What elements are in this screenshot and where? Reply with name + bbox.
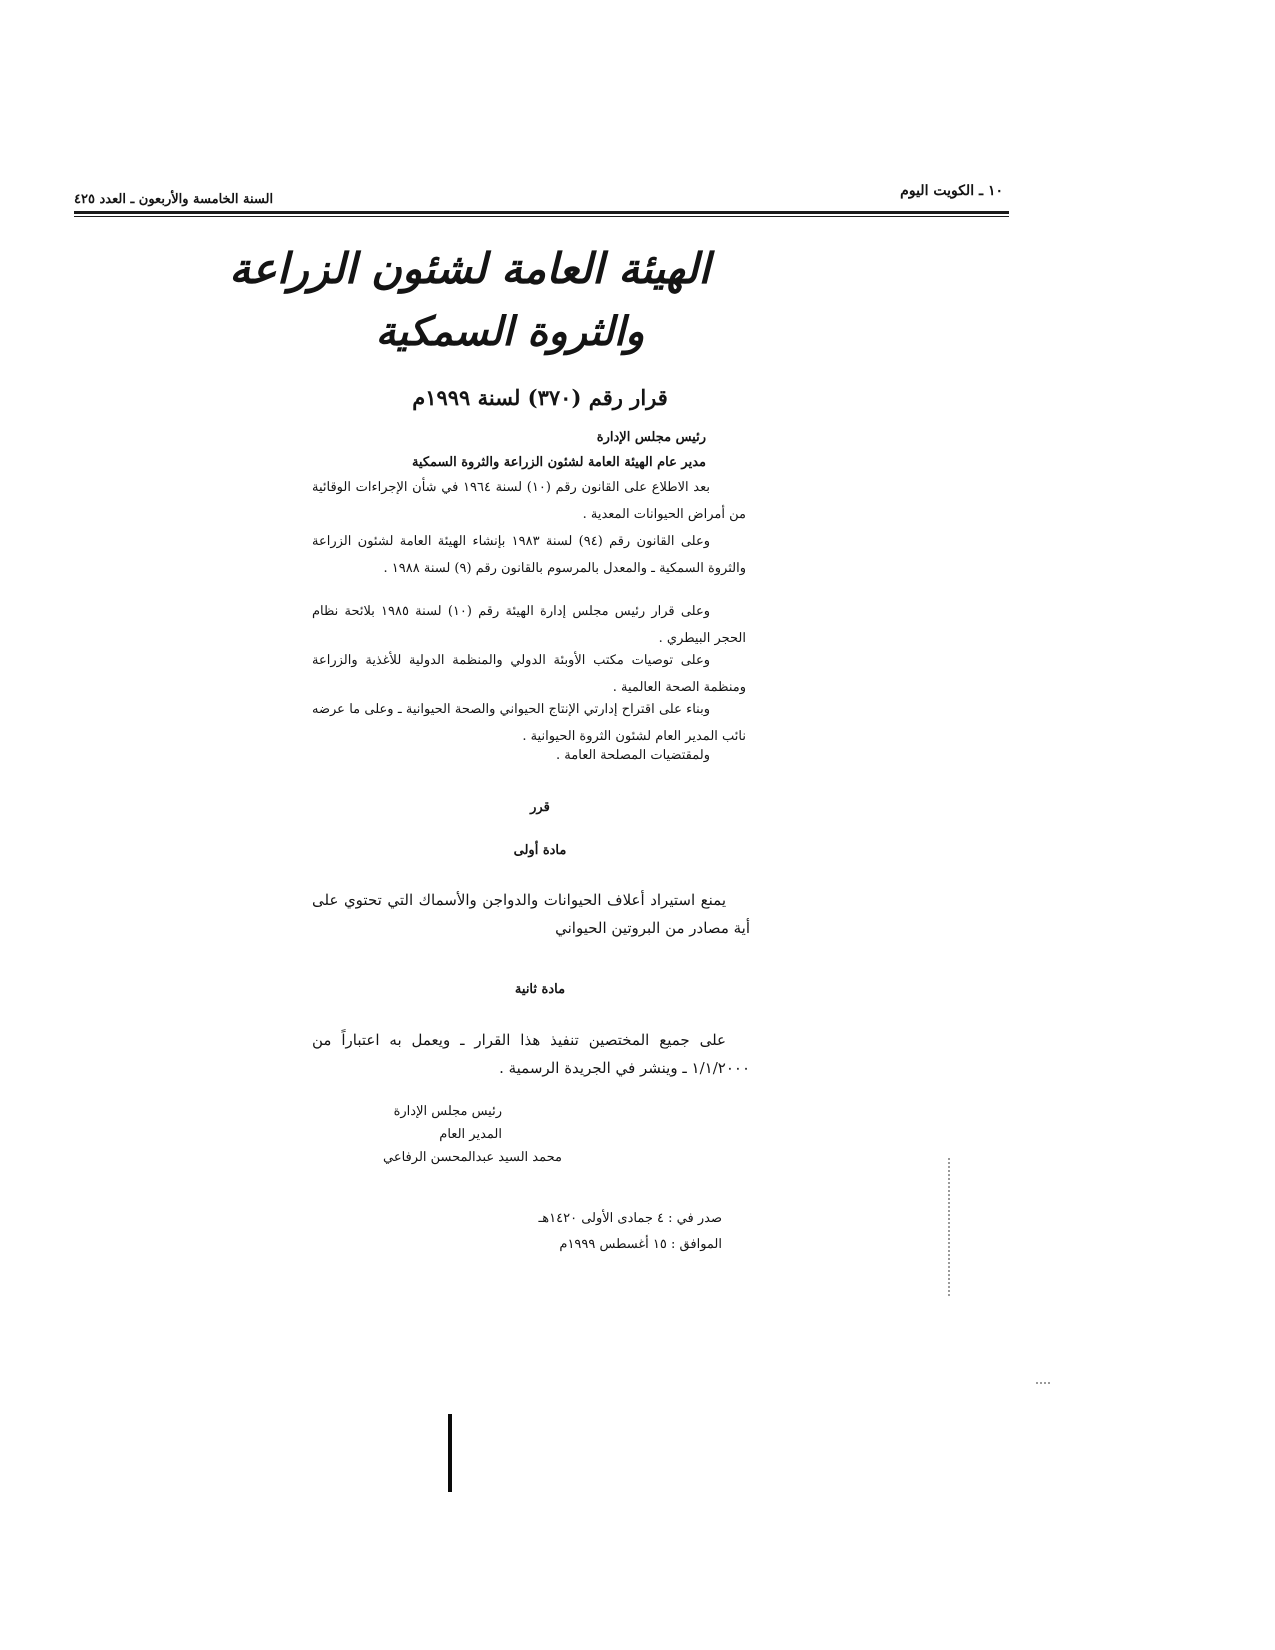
article-1-text: يمنع استيراد أعلاف الحيوانات والدواجن والأسماك التي تحتوي على أية مصادر من البروتين الحيواني bbox=[312, 891, 750, 937]
scan-speck bbox=[1036, 1382, 1050, 1386]
preamble-paragraph: وعلى توصيات مكتب الأوبئة الدولي والمنظمة الدولية للأغذية والزراعة ومنظمة الصحة العالمية . bbox=[312, 653, 746, 695]
preamble-paragraph: ولمقتضيات المصلحة العامة . bbox=[556, 748, 710, 763]
preamble-paragraph: بعد الاطلاع على القانون رقم (١٠) لسنة ١٩٦٤ في شأن الإجراءات الوقائية من أمراض الحيوانات المعدية . bbox=[312, 480, 746, 522]
signature-name: محمد السيد عبدالمحسن الرفاعي bbox=[383, 1150, 562, 1165]
article-1-heading: مادة أولى bbox=[513, 843, 567, 858]
article-2-text: على جميع المختصين تنفيذ هذا القرار ـ ويعمل به اعتباراً من ١/١/٢٠٠٠ ـ وينشر في الجريدة الرسمية . bbox=[312, 1031, 750, 1077]
issue-label: السنة الخامسة والأربعون ـ العدد ٤٢٥ bbox=[74, 192, 274, 207]
issue-date-hijri: صدر في : ٤ جمادى الأولى ١٤٢٠هـ bbox=[538, 1211, 722, 1226]
decides-heading: قرر bbox=[530, 800, 550, 815]
preamble-paragraph: وعلى قرار رئيس مجلس إدارة الهيئة رقم (١٠) لسنة ١٩٨٥ بلائحة نظام الحجر البيطري . bbox=[312, 604, 746, 646]
preamble-paragraph: وبناء على اقتراح إدارتي الإنتاج الحيواني والصحة الحيوانية ـ وعلى ما عرضه نائب المدير العام لشئون الثروة الحيوانية . bbox=[312, 702, 746, 744]
preamble-director: مدير عام الهيئة العامة لشئون الزراعة والثروة السمكية bbox=[411, 455, 706, 470]
issue-date-gregorian: الموافق : ١٥ أغسطس ١٩٩٩م bbox=[559, 1237, 722, 1252]
header-rule bbox=[74, 211, 1009, 214]
signature-title-director: المدير العام bbox=[439, 1127, 502, 1142]
decree-title: قرار رقم (٣٧٠) لسنة ١٩٩٩م bbox=[412, 385, 668, 410]
preamble-chairman: رئيس مجلس الإدارة bbox=[596, 430, 706, 445]
scan-vertical-bar bbox=[448, 1414, 452, 1492]
issue-date-block bbox=[512, 1206, 722, 1258]
header-rule-thin bbox=[74, 216, 1009, 217]
masthead-line-1: الهيئة العامة لشئون الزراعة bbox=[229, 244, 710, 293]
signature-block bbox=[312, 1100, 562, 1169]
article-2-heading: مادة ثانية bbox=[514, 982, 566, 997]
scan-dotted-line bbox=[948, 1158, 962, 1296]
signature-title-chairman: رئيس مجلس الإدارة bbox=[393, 1104, 502, 1119]
page-number-label: ١٠ ـ الكويت اليوم bbox=[900, 183, 1003, 199]
preamble-paragraph: وعلى القانون رقم (٩٤) لسنة ١٩٨٣ بإنشاء الهيئة العامة لشئون الزراعة والثروة السمكية ـ والمعدل بالمرسوم بالقانون رقم (٩) لسنة ١٩٨٨ . bbox=[312, 534, 746, 576]
masthead-line-2: والثروة السمكية bbox=[375, 308, 645, 355]
